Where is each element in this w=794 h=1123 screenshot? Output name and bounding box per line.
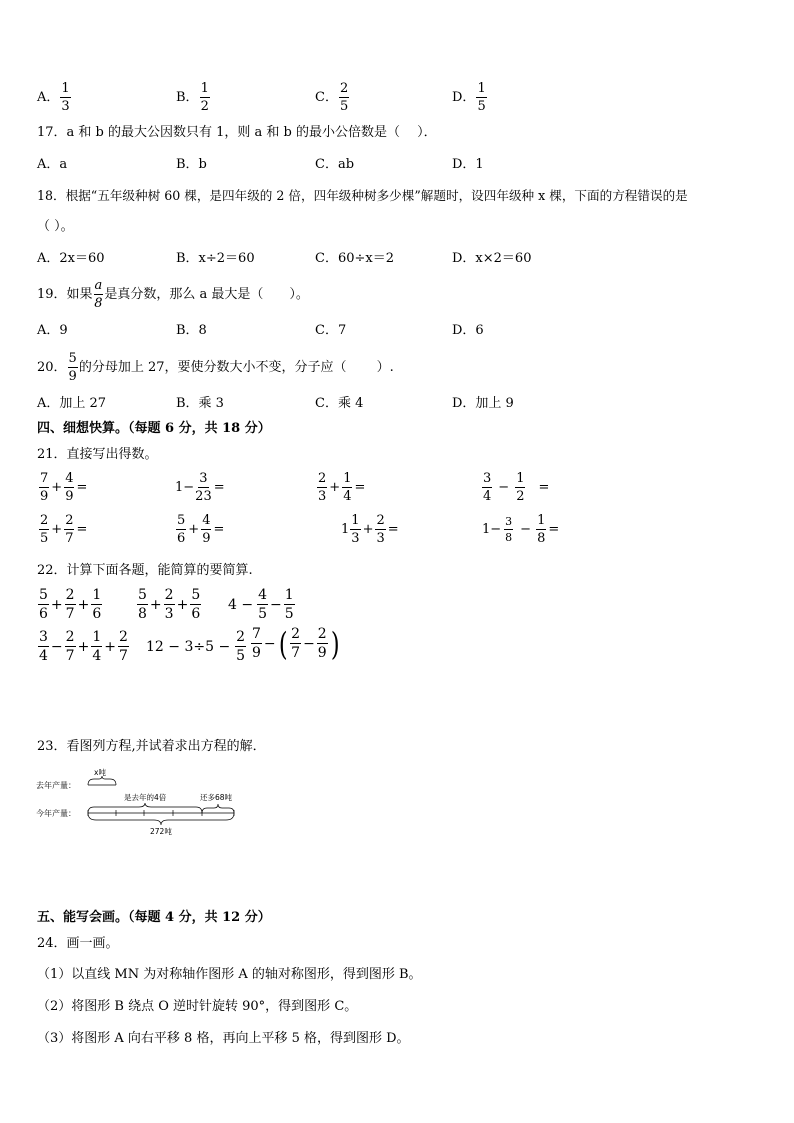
fraction: $\frac{2}{7}$ (65, 587, 75, 622)
fraction: $\frac{2}{5}$ (339, 81, 349, 114)
q22-expr-4: $\frac{3}{4}$ − $\frac{2}{7}$ + $\frac{1}{4}$ + $\frac{2}{7}$ (39, 629, 128, 664)
q20-option-c: C．乘 4 (315, 396, 364, 411)
fraction: $\frac{1}{4}$ (92, 629, 102, 664)
times-brace (88, 803, 202, 813)
fraction: $\frac{1}{5}$ (477, 81, 486, 114)
fraction: $\frac{7}{9}$ (40, 471, 49, 504)
q23-line-diagram (36, 766, 246, 838)
fraction: $\frac{1}{3}$ (351, 513, 360, 546)
fraction: $\frac{2}{7}$ (65, 629, 75, 664)
fraction: $\frac{2}{7}$ (291, 626, 301, 661)
x-label: x吨 (94, 768, 106, 777)
total-brace (88, 813, 234, 825)
fraction: $\frac{2}{3}$ (376, 513, 385, 546)
fraction: $\frac{5}{6}$ (39, 587, 48, 622)
q21-item-3: $\frac{2}{3}$ + $\frac{1}{4}$ = (318, 471, 366, 504)
q22-expr-6: $\frac{7}{9}$ − ( $\frac{2}{7}$ − $\frac{2}{9}$ ) (252, 624, 340, 663)
q23-title: 23．看图列方程,并试着求出方程的解． (37, 739, 266, 754)
q21-item-4: $\frac{3}{4}$ − $\frac{1}{2}$ = (483, 471, 550, 504)
section-5-heading: 五、能写会画。（每题 4 分，共 12 分） (37, 910, 271, 925)
fraction: $\frac{1}{2}$ (200, 81, 209, 114)
q24-item-2: （2）将图形 B 绕点 O 逆时针旋转 90°，得到图形 C。 (37, 999, 358, 1014)
q22-expr-2: $\frac{5}{8}$ + $\frac{2}{3}$ + $\frac{5}{6}$ (138, 587, 201, 622)
q22-expr-3: 4 − $\frac{4}{5}$ − $\frac{1}{5}$ (228, 587, 294, 622)
fraction: $\frac{4}{5}$ (258, 587, 268, 622)
q21-item-7: 1 $\frac{1}{3}$ + $\frac{2}{3}$ = (341, 513, 399, 546)
q19-option-b: B．8 (176, 323, 207, 338)
fraction: $\frac{a}{8}$ (94, 278, 103, 311)
fraction: $\frac{1}{5}$ (284, 587, 294, 622)
fraction: $\frac{4}{9}$ (65, 471, 74, 504)
fraction: $\frac{2}{3}$ (318, 471, 327, 504)
fraction: $\frac{5}{8}$ (138, 587, 147, 622)
q19-option-c: C．7 (315, 323, 347, 338)
fraction: $\frac{3}{8}$ (505, 515, 513, 544)
right-paren: ) (330, 624, 340, 663)
this-year-label: 今年产量： (36, 809, 76, 818)
q18-text-line2: （ ）。 (37, 219, 74, 234)
q16-option-b: B． $\frac{1}{2}$ (176, 81, 209, 114)
q18-option-a: A．2x＝60 (37, 251, 105, 266)
fraction: $\frac{7}{9}$ (252, 626, 261, 661)
fraction: $\frac{1}{4}$ (343, 471, 352, 504)
fraction: $\frac{2}{7}$ (118, 629, 128, 664)
last-year-label: 去年产量： (36, 781, 76, 790)
fraction: $\frac{5}{6}$ (191, 587, 201, 622)
fraction: $\frac{3}{23}$ (195, 471, 212, 504)
q16-option-c: C． $\frac{2}{5}$ (315, 81, 349, 114)
q18-option-b: B．x÷2＝60 (176, 251, 255, 266)
q24-item-1: （1）以直线 MN 为对称轴作图形 A 的轴对称图形，得到图形 B。 (37, 967, 422, 982)
q21-item-1: $\frac{7}{9}$ + $\frac{4}{9}$ = (40, 471, 88, 504)
fraction: $\frac{5}{9}$ (68, 351, 77, 384)
q19-option-a: A．9 (37, 323, 68, 338)
q19-option-d: D．6 (452, 323, 484, 338)
fraction: $\frac{3}{4}$ (483, 471, 492, 504)
fraction: $\frac{2}{5}$ (236, 629, 246, 664)
fraction: $\frac{1}{2}$ (516, 471, 525, 504)
q21-item-5: $\frac{2}{5}$ + $\frac{2}{7}$ = (40, 513, 88, 546)
more-label: 还多68吨 (200, 793, 233, 802)
q22-expr-5: 12 − 3÷5 − $\frac{2}{5}$ (146, 629, 246, 664)
left-paren: ( (278, 624, 288, 663)
fraction: $\frac{1}{3}$ (61, 81, 70, 114)
q17-option-b: B．b (176, 157, 207, 172)
q16-option-d: D． $\frac{1}{5}$ (452, 81, 486, 114)
fraction: $\frac{3}{4}$ (39, 629, 48, 664)
total-label: 272吨 (150, 827, 172, 836)
q17-option-d: D．1 (452, 157, 484, 172)
q21-item-2: 1− $\frac{3}{23}$ = (175, 471, 225, 504)
q22-title: 22．计算下面各题，能简算的要简算. (37, 563, 253, 578)
q18-option-c: C．60÷x＝2 (315, 251, 394, 266)
fraction: $\frac{2}{9}$ (317, 626, 327, 661)
fraction: $\frac{4}{9}$ (202, 513, 211, 546)
fraction: $\frac{2}{3}$ (164, 587, 174, 622)
section-4-heading: 四、细想快算。（每题 6 分，共 18 分） (37, 421, 271, 436)
q20-option-d: D．加上 9 (452, 396, 514, 411)
q24-item-3: （3）将图形 A 向右平移 8 格，再向上平移 5 格，得到图形 D。 (37, 1031, 410, 1046)
x-brace (88, 776, 116, 785)
q18-text-line1: 18．根据“五年级种树 60 棵，是四年级的 2 倍，四年级种树多少棵”解题时，设四年级种 x 棵，下面的方程错误的是 (37, 188, 688, 203)
q21-item-8: 1− $\frac{3}{8}$ − $\frac{1}{8}$ = (482, 513, 560, 546)
q17-option-c: C．ab (315, 157, 355, 172)
fraction: $\frac{2}{7}$ (65, 513, 74, 546)
q16-option-a: A． $\frac{1}{3}$ (37, 81, 70, 114)
q21-title: 21．直接写出得数。 (37, 447, 158, 462)
fraction: $\frac{1}{6}$ (92, 587, 102, 622)
q21-item-6: $\frac{5}{6}$ + $\frac{4}{9}$ = (177, 513, 225, 546)
fraction: $\frac{2}{5}$ (40, 513, 49, 546)
q18-option-d: D．x×2＝60 (452, 251, 532, 266)
more-brace (202, 804, 234, 813)
q20-option-b: B．乘 3 (176, 396, 224, 411)
q24-title: 24．画一画。 (37, 936, 119, 951)
q19-text: 19．如果 $\frac{a}{8}$ 是真分数，那么 a 最大是（ ）。 (37, 278, 309, 311)
q17-option-a: A．a (37, 157, 68, 172)
q20-option-a: A．加上 27 (37, 396, 107, 411)
q17-text: 17．a 和 b 的最大公因数只有 1，则 a 和 b 的最小公倍数是（ ）． (37, 125, 437, 140)
times-label: 是去年的4倍 (124, 793, 167, 802)
q20-text: 20． $\frac{5}{9}$ 的分母加上 27，要使分数大小不变，分子应（ ）. (37, 351, 394, 384)
fraction: $\frac{1}{8}$ (537, 513, 546, 546)
fraction: $\frac{5}{6}$ (177, 513, 186, 546)
q22-expr-1: $\frac{5}{6}$ + $\frac{2}{7}$ + $\frac{1}{6}$ (39, 587, 102, 622)
